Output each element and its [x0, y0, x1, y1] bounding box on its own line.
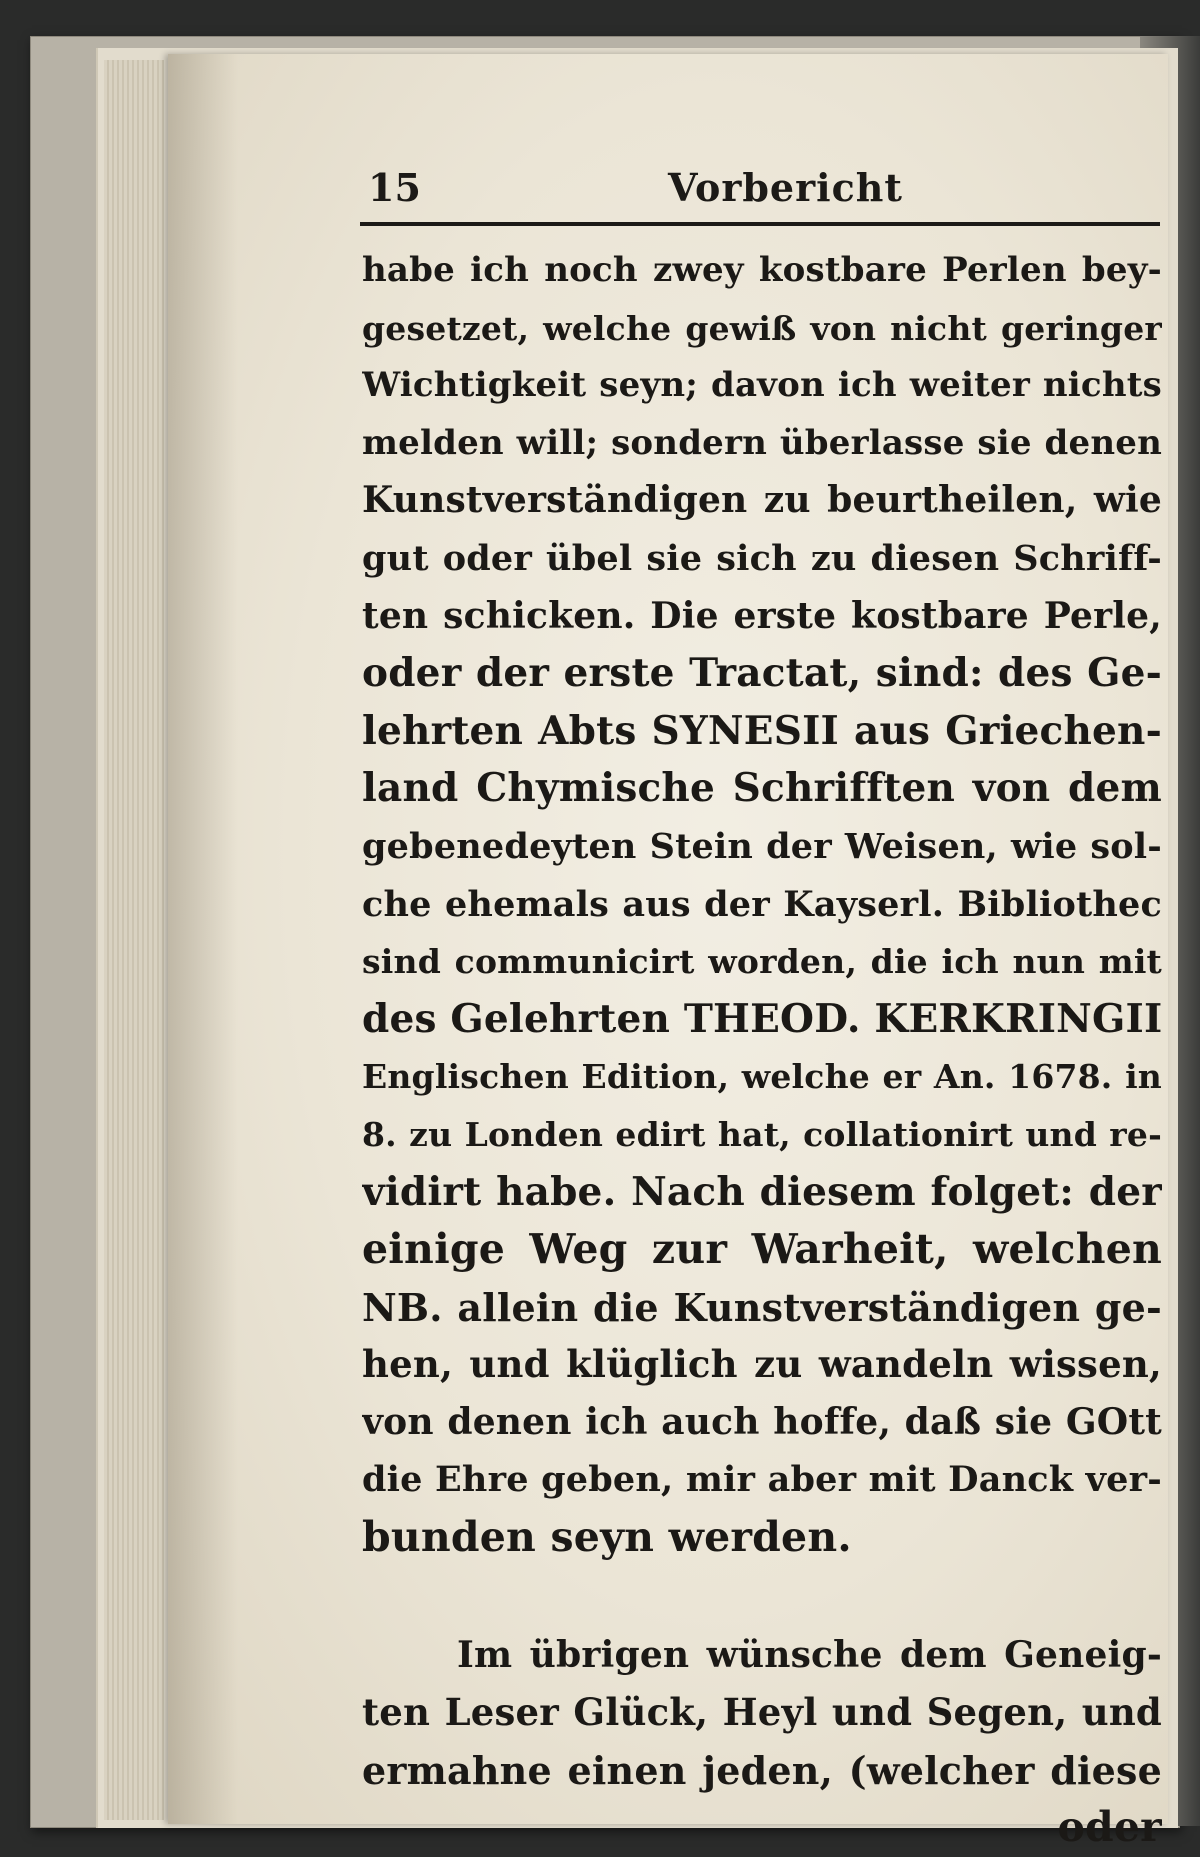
text-line: gebenedeyten Stein der Weisen, wie sol- — [362, 825, 1162, 867]
page-edges — [104, 60, 164, 1820]
text-line: von denen ich auch hoffe, daß sie GOtt — [362, 1400, 1162, 1443]
text-line: Kunstverständigen zu beurtheilen, wie — [362, 479, 1162, 522]
body-text — [362, 242, 1162, 1857]
page-number: 15 — [368, 165, 421, 210]
text-line: Wichtigkeit seyn; davon ich weiter nichts — [362, 365, 1162, 406]
text-line: gut oder übel sie sich zu diesen Schriff- — [362, 537, 1162, 579]
text-line: NB. allein die Kunstverständigen ge- — [362, 1284, 1162, 1330]
catchword: oder — [1057, 1803, 1162, 1852]
text-line: che ehemals aus der Kayserl. Bibliothec — [362, 883, 1162, 925]
paragraph-gap — [362, 1567, 1162, 1627]
text-line: einige Weg zur Warheit, welchen — [362, 1225, 1162, 1274]
text-line: bunden seyn werden. — [362, 1513, 852, 1562]
running-head: Vorbericht — [668, 165, 903, 210]
text-line: sind communicirt worden, die ich nun mit — [362, 942, 1162, 982]
text-line: Im übrigen wünsche dem Geneig- — [457, 1633, 1162, 1676]
gutter-shadow — [168, 54, 238, 1824]
header-rule — [360, 222, 1160, 226]
text-line: ten Leser Glück, Heyl und Segen, und — [362, 1690, 1162, 1735]
text-line: 8. zu Londen edirt hat, collationirt und re- — [362, 1114, 1162, 1154]
text-line: land Chymische Schrifften von dem — [362, 765, 1162, 812]
text-line: Englischen Edition, welche er An. 1678. in — [362, 1057, 1162, 1097]
text-line: oder der erste Tractat, sind: des Ge- — [362, 650, 1162, 697]
text-line: die Ehre geben, mir aber mit Danck ver- — [362, 1459, 1162, 1501]
page-header — [368, 165, 1156, 215]
text-line: gesetzet, welche gewiß von nicht geringer — [362, 308, 1162, 348]
text-line: ten schicken. Die erste kostbare Perle, — [362, 594, 1162, 637]
text-line: habe ich noch zwey kostbare Perlen bey- — [362, 250, 1162, 290]
text-line: ermahne einen jeden, (welcher diese — [362, 1747, 1162, 1793]
text-line: vidirt habe. Nach diesem folget: der — [362, 1168, 1162, 1215]
text-line: hen, und klüglich zu wandeln wissen, — [362, 1342, 1162, 1387]
text-line: melden will; sondern überlasse sie denen — [362, 422, 1162, 463]
text-line: lehrten Abts SYNESII aus Griechen- — [362, 707, 1162, 754]
text-line: des Gelehrten THEOD. KERKRINGII — [362, 995, 1162, 1042]
